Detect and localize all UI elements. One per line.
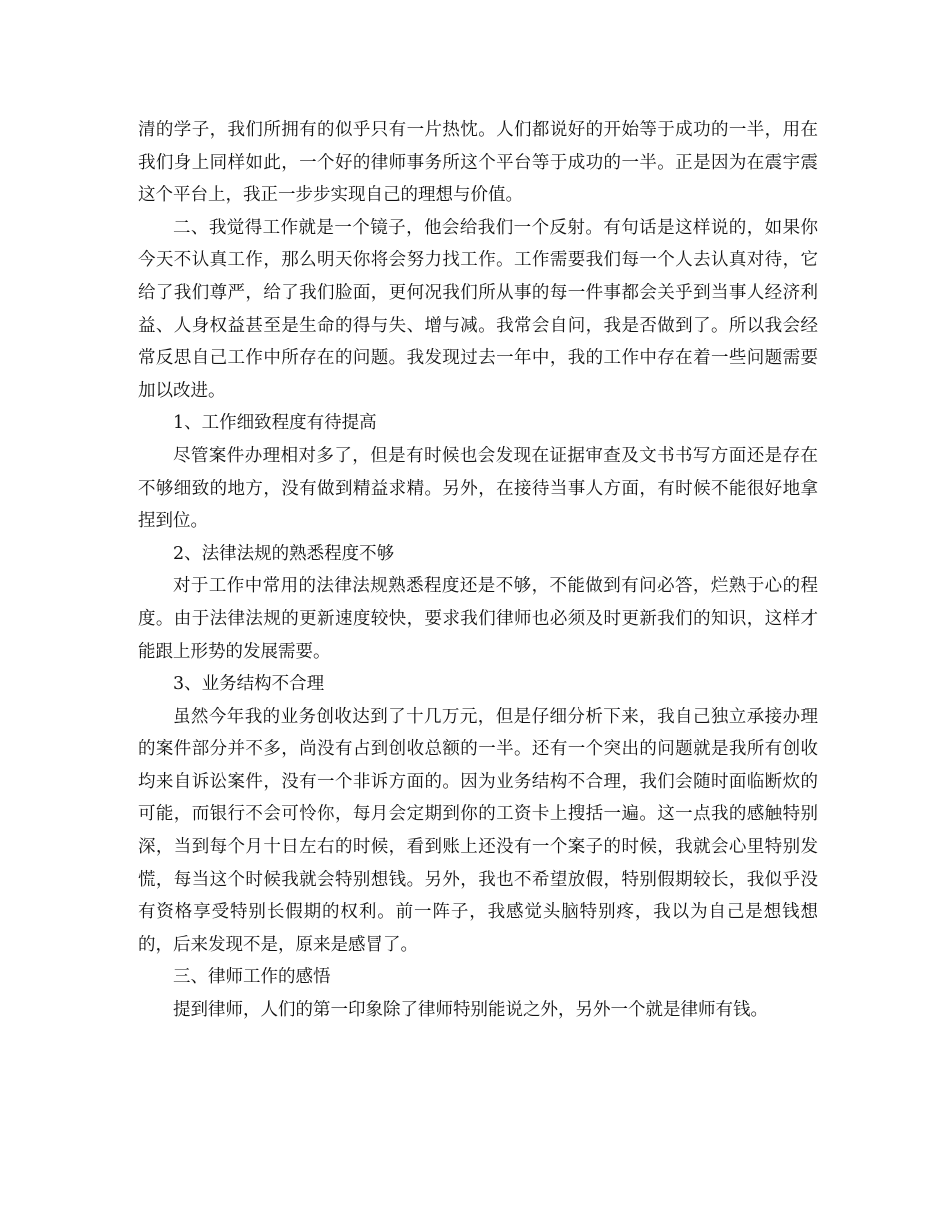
paragraph-3: 尽管案件办理相对多了，但是有时候也会发现在证据审查及文书书写方面还是存在不够细致的地方，没有做到精益求精。另外，在接待当事人方面，有时候不能很好地拿捏到位。 bbox=[138, 445, 818, 532]
section-heading-2: 2、法律法规的熟悉程度不够 bbox=[173, 543, 395, 564]
paragraph-1: 清的学子，我们所拥有的似乎只有一片热忱。人们都说好的开始等于成功的一半，用在我们身上同样如此，一个好的律师事务所这个平台等于成功的一半。正是因为在震宇震这个平台上，我正一步步实现自己的理想与价值。 bbox=[138, 120, 818, 206]
paragraph-2: 二、我觉得工作就是一个镜子，他会给我们一个反射。有句话是这样说的，如果你今天不认真工作，那么明天你将会努力找工作。工作需要我们每一个人去认真对待，它给了我们尊严，给了我们脸面，更何况我们所从事的每一件事都会关乎到当事人经济利益、人身权益甚至是生命的得与失、增与减。我常会自问，我是否做到了。所以我会经常反思自己工作中所存在的问题。我发现过去一年中，我的工作中存在着一些问题需要加以改进。 bbox=[138, 217, 818, 401]
paragraph-4: 对于工作中常用的法律法规熟悉程度还是不够，不能做到有问必答，烂熟于心的程度。由于法律法规的更新速度较快，要求我们律师也必须及时更新我们的知识，这样才能跟上形势的发展需要。 bbox=[138, 576, 818, 662]
document-body bbox=[138, 114, 818, 1027]
paragraph-6: 提到律师，人们的第一印象除了律师特别能说之外，另外一个就是律师有钱。 bbox=[173, 1000, 768, 1021]
section-heading-3: 3、业务结构不合理 bbox=[173, 674, 325, 695]
paragraph-5: 虽然今年我的业务创收达到了十几万元，但是仔细分析下来，我自己独立承接办理的案件部分并不多，尚没有占到创收总额的一半。还有一个突出的问题就是我所有创收均来自诉讼案件，没有一个非诉方面的。因为业务结构不合理，我们会随时面临断炊的可能，而银行不会可怜你，每月会定期到你的工资卡上搜括一遍。这一点我的感触特别深，当到每个月十日左右的时候，看到账上还没有一个案子的时候，我就会心里特别发慌，每当这个时候我就会特别想钱。另外，我也不希望放假，特别假期较长，我似乎没有资格享受特别长假期的权利。前一阵子，我感觉头脑特别疼，我以为自己是想钱想的，后来发现不是，原来是感冒了。 bbox=[138, 706, 818, 955]
section-heading-1: 1、工作细致程度有待提高 bbox=[173, 413, 377, 434]
section-heading-4: 三、律师工作的感悟 bbox=[173, 967, 331, 988]
